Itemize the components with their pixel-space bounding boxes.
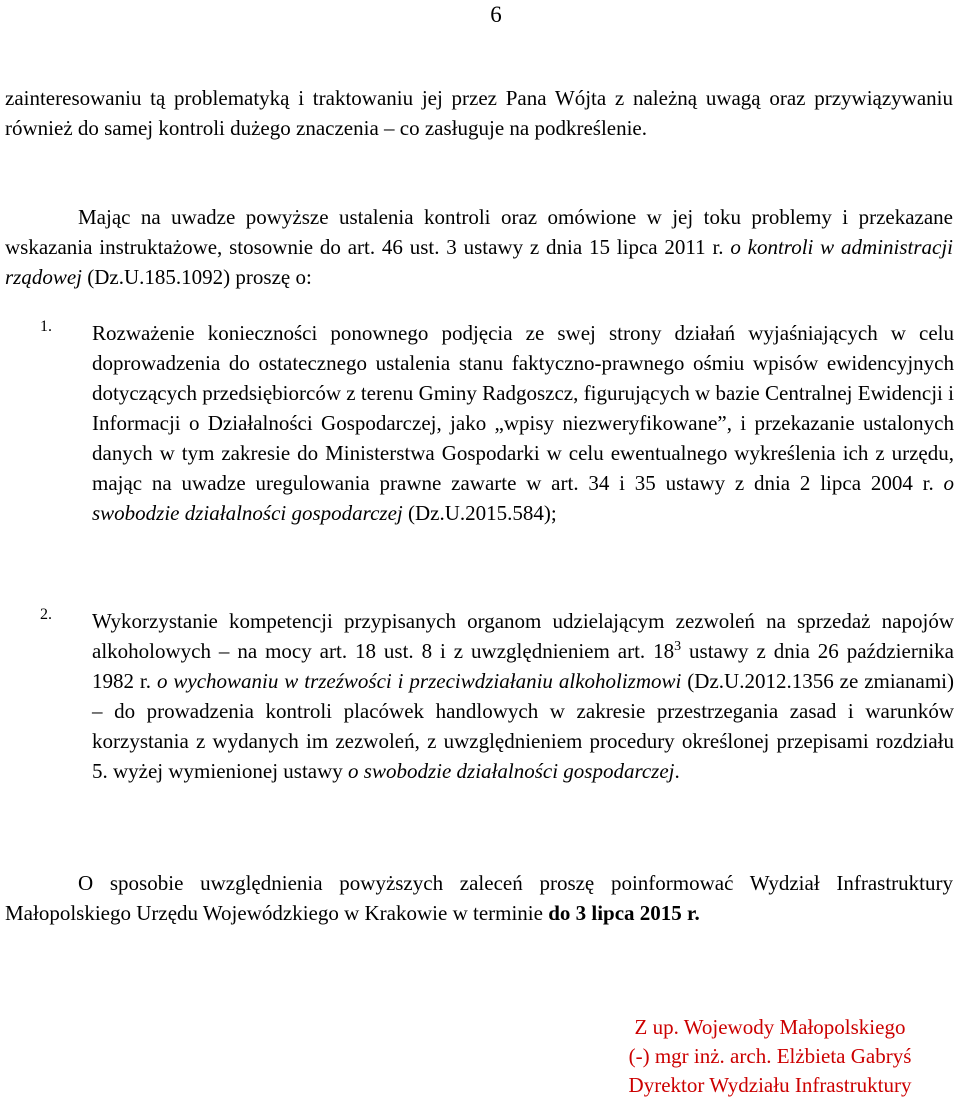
paragraph-intro: zainteresowaniu tą problematyką i traktowaniu jej przez Pana Wójta z należną uwagą oraz przywiązywaniu również do samej kontroli dużego znaczenia – co zasługuje na podkreślenie. xyxy=(5,86,953,140)
act-title: o wychowaniu w trzeźwości i przeciwdziałaniu alkoholizmowi xyxy=(156,669,682,693)
act-title: o swobodzie działalności gospodarczej xyxy=(92,471,954,525)
signature-line: Z up. Wojewody Małopolskiego xyxy=(634,1015,906,1039)
paragraph-request xyxy=(5,202,953,292)
item2-text-cont: ustawy z dnia 26 października 1982 r. xyxy=(92,639,954,693)
request-text: Mając na uwadze powyższe ustalenia kontroli oraz omówione w jej toku problemy i przekazane wskazania instruktażowe, stosownie do art. 46 ust. 3 ustawy z dnia 15 lipca 2011 r. xyxy=(5,205,953,259)
item1-citation: (Dz.U.2015.584); xyxy=(402,501,557,525)
list-item-text xyxy=(92,318,954,528)
list-item-number: 1. xyxy=(40,318,52,335)
signature-line: (-) mgr inż. arch. Elżbieta Gabryś xyxy=(628,1044,912,1068)
deadline-text: O sposobie uwzględnienia powyższych zaleceń proszę poinformować Wydział Infrastruktury Małopolskiego Urzędu Wojewódzkiego w Krakowie w terminie xyxy=(5,871,953,925)
item2-text-end: . xyxy=(674,759,680,783)
item1-text: Rozważenie konieczności ponownego podjęcia ze swej strony działań wyjaśniających w celu doprowadzenia do ostatecznego ustalenia stanu faktyczno-prawnego ośmiu wpisów ewidencyjnych dotyczących przedsiębiorców z terenu Gminy Radgoszcz, figurujących w bazie Centralnej Ewidencji i Informacji o Działalności Gospodarczej, jako „wpisy niezweryfikowane”, i przekazanie ustalonych danych w tym zakresie do Ministerstwa Gospodarki w celu ewentualnego wykreślenia ich z urzędu, mając na uwadze uregulowania prawne zawarte w art. 34 i 35 ustawy z dnia 2 lipca 2004 r. xyxy=(92,321,954,495)
deadline-date: do 3 lipca 2015 r. xyxy=(548,901,700,925)
signature-block xyxy=(585,1013,955,1100)
signature-line: Dyrektor Wydziału Infrastruktury xyxy=(628,1073,912,1097)
paragraph-deadline xyxy=(5,868,953,928)
superscript: 3 xyxy=(674,639,682,654)
request-citation: (Dz.U.185.1092) proszę o: xyxy=(82,265,312,289)
page-number: 6 xyxy=(490,2,502,27)
item2-text-detail: (Dz.U.2012.1356 ze zmianami) – do prowadzenia kontroli placówek handlowych w zakresie przestrzegania zasad i warunków korzystania z wydanych im zezwoleń, z uwzględnieniem procedury określonej przepisami rozdziału 5. wyżej wymienionej ustawy xyxy=(92,669,954,783)
list-item xyxy=(40,318,954,528)
list-item-number: 2. xyxy=(40,606,52,623)
list-item xyxy=(40,606,954,786)
list-item-text xyxy=(92,606,954,786)
item2-text: Wykorzystanie kompetencji przypisanych organom udzielającym zezwoleń na sprzedaż napojów alkoholowych – na mocy art. 18 ust. 8 i z uwzględnieniem art. 18 xyxy=(92,609,954,663)
act-title: o swobodzie działalności gospodarczej xyxy=(348,759,675,783)
act-title: o kontroli w administracji rządowej xyxy=(5,235,953,289)
